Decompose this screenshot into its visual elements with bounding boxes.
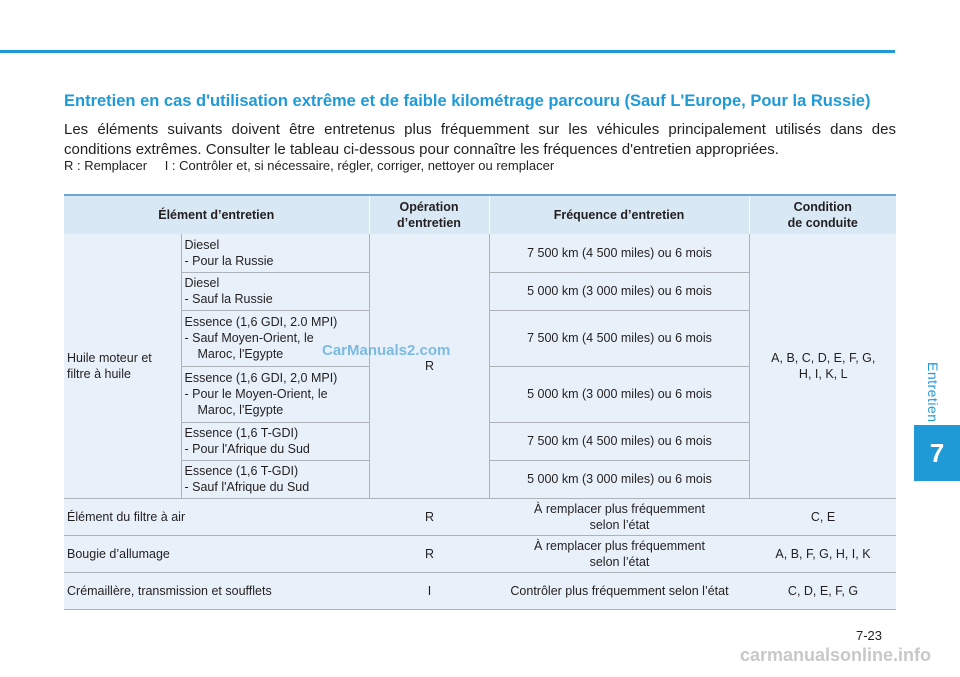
- oil-variant-cell: Essence (1,6 GDI, 2,0 MPI) - Pour le Moyen-Orient, le Maroc, l'Egypte: [181, 366, 369, 422]
- element-cell: Élément du filtre à air: [64, 498, 369, 535]
- page-number: 7-23: [856, 628, 883, 643]
- oil-frequency-cell: 7 500 km (4 500 miles) ou 6 mois: [489, 234, 749, 272]
- oil-variant-cell: Diesel - Sauf la Russie: [181, 272, 369, 310]
- header-operation: Opération d’entretien: [369, 195, 489, 234]
- top-rule: [0, 50, 895, 53]
- table-header-row: [64, 195, 896, 234]
- oil-frequency-cell: 5 000 km (3 000 miles) ou 6 mois: [489, 366, 749, 422]
- condition-cell: A, B, F, G, H, I, K: [749, 535, 896, 572]
- oil-frequency-cell: 5 000 km (3 000 miles) ou 6 mois: [489, 272, 749, 310]
- operation-cell: R: [369, 535, 489, 572]
- oil-variant-cell: Essence (1,6 T-GDI) - Sauf l'Afrique du Sud: [181, 460, 369, 498]
- table-row: [64, 535, 896, 572]
- oil-frequency-cell: 7 500 km (4 500 miles) ou 6 mois: [489, 422, 749, 460]
- watermark-inline: CarManuals2.com: [322, 342, 451, 359]
- element-cell: Bougie d’allumage: [64, 535, 369, 572]
- condition-cell: C, E: [749, 498, 896, 535]
- legend-inspect: I : Contrôler et, si nécessaire, régler, corriger, nettoyer ou remplacer: [164, 158, 555, 173]
- table-row: [64, 498, 896, 535]
- section-title: Entretien en cas d'utilisation extrême et de faible kilométrage parcouru (Sauf L'Europe, Pour la Russie): [64, 92, 871, 110]
- chapter-number-tab[interactable]: 7: [914, 425, 960, 481]
- oil-frequency-cell: 5 000 km (3 000 miles) ou 6 mois: [489, 460, 749, 498]
- oil-variant-cell: Essence (1,6 GDI, 2.0 MPI) - Sauf Moyen-Orient, le Maroc, l'Egypte: [181, 310, 369, 366]
- header-frequency: Fréquence d’entretien: [489, 195, 749, 234]
- oil-variant-cell: Diesel - Pour la Russie: [181, 234, 369, 272]
- header-element: Élément d’entretien: [64, 195, 369, 234]
- table-row: [64, 572, 896, 609]
- header-condition: Condition de conduite: [749, 195, 896, 234]
- oil-frequency-cell: 7 500 km (4 500 miles) ou 6 mois: [489, 310, 749, 366]
- intro-paragraph: Les éléments suivants doivent être entretenus plus fréquemment sur les véhicules principalement utilisés dans des conditions extrêmes. Consulter le tableau ci-dessous pour connaître les fréquences d'entretien appropriées.: [64, 121, 896, 158]
- oil-element-cell: Huile moteur et filtre à huile: [64, 234, 181, 498]
- frequency-cell: À remplacer plus fréquemment selon l’état: [489, 535, 749, 572]
- frequency-cell: Contrôler plus fréquemment selon l’état: [489, 572, 749, 609]
- oil-condition-cell: A, B, C, D, E, F, G, H, I, K, L: [749, 234, 896, 498]
- table-row: [64, 234, 896, 272]
- oil-variant-cell: Essence (1,6 T-GDI) - Pour l'Afrique du Sud: [181, 422, 369, 460]
- condition-cell: C, D, E, F, G: [749, 572, 896, 609]
- operation-cell: I: [369, 572, 489, 609]
- legend-replace: R : Remplacer: [64, 158, 148, 173]
- oil-operation-cell: R: [369, 234, 489, 498]
- chapter-side-label: Entretien: [925, 362, 941, 423]
- element-cell: Crémaillère, transmission et soufflets: [64, 572, 369, 609]
- operation-cell: R: [369, 498, 489, 535]
- watermark-bottom: carmanualsonline.info: [740, 645, 932, 665]
- frequency-cell: À remplacer plus fréquemment selon l’état: [489, 498, 749, 535]
- maintenance-table: [64, 194, 896, 610]
- legend: [64, 158, 554, 173]
